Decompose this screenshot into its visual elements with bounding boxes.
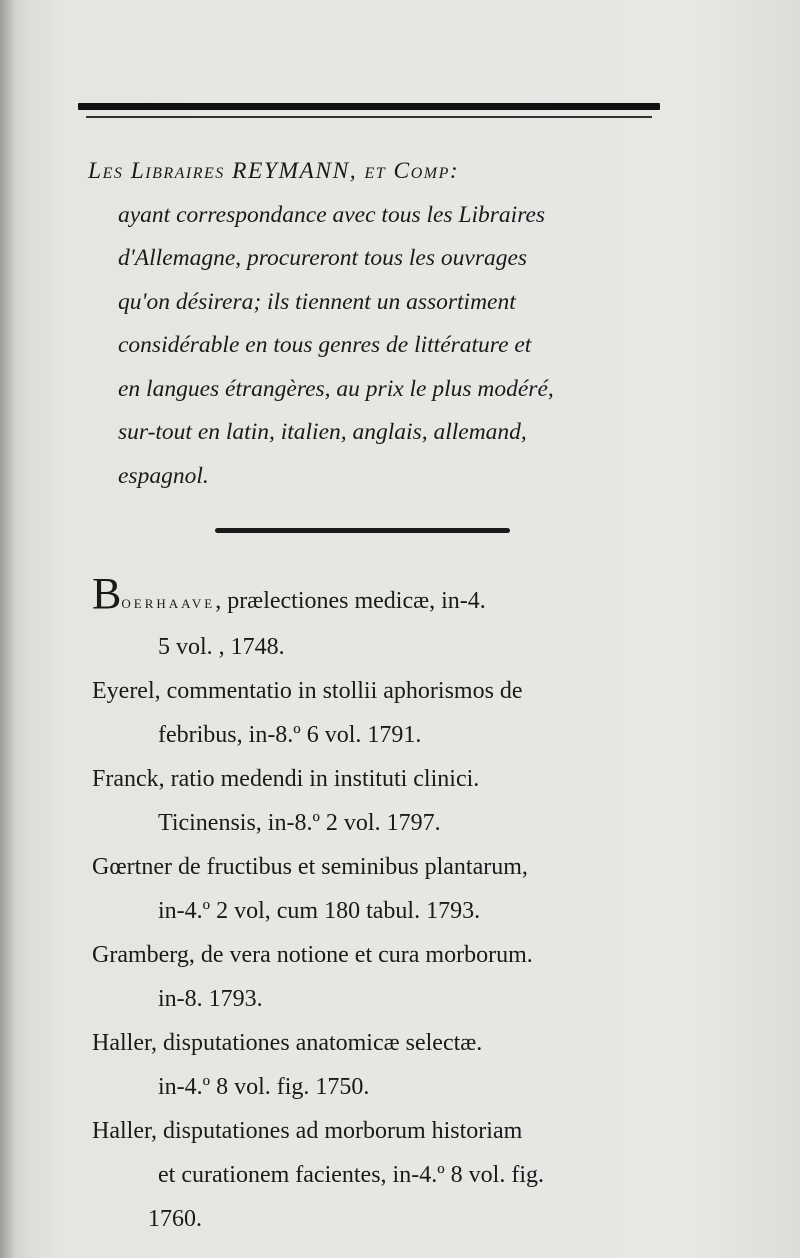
catalog-entry [92,1109,682,1241]
notice-line-8: espagnol. [118,462,209,489]
publisher-notice [88,150,678,498]
notice-line-5: considérable en tous genres de littérature et [118,332,532,358]
entry-title: Gœrtner de fructibus et seminibus plantarum, [92,854,528,880]
entry-details: 5 vol. , 1748. [158,634,285,660]
catalog-entry [92,1021,682,1109]
page-binding-edge [0,0,14,1258]
entry-details: febribus, in-8.º 6 vol. 1791. [158,722,422,748]
entry-title: Gramberg, de vera notione et cura morborum. [92,942,533,968]
catalog-entry [92,669,682,757]
book-catalog [92,569,682,1241]
catalog-entry [92,569,682,669]
entry-details: in-4.º 8 vol. fig. 1750. [158,1074,370,1100]
notice-line-1: Les Libraires REYMANN, et Comp: [88,158,460,184]
catalog-entry [92,757,682,845]
entry-title: , prælectiones medicæ, in-4. [215,588,486,614]
notice-line-3: d'Allemagne, procureront tous les ouvrages [118,245,528,271]
entry-year: 1760. [148,1206,202,1232]
entry-details: in-4.º 2 vol, cum 180 tabul. 1793. [158,898,481,924]
catalog-entry [92,845,682,933]
catalog-entry [92,933,682,1021]
entry-title: Haller, disputationes anatomicæ selectæ. [92,1030,483,1056]
notice-line-6: en langues étrangères, au prix le plus modéré, [118,375,554,402]
entry-title: Franck, ratio medendi in instituti clinici. [92,766,480,792]
entry-details: Ticinensis, in-8.º 2 vol. 1797. [158,810,441,836]
entry-title: Haller, disputationes ad morborum historiam [92,1118,523,1144]
notice-line-7: sur-tout en latin, italien, anglais, allemand, [118,419,527,445]
section-divider [215,528,510,533]
top-rule-thick [78,103,660,110]
entry-details: in-8. 1793. [158,986,263,1012]
top-rule-thin [86,116,652,118]
drop-cap: B [92,569,122,618]
entry-author: oerhaave [121,592,216,613]
notice-line-2: ayant correspondance avec tous les Libraires [118,201,546,228]
entry-details: et curationem facientes, in-4.º 8 vol. fig. [158,1162,544,1188]
notice-line-4: qu'on désirera; ils tiennent un assortiment [118,288,516,315]
entry-title: Eyerel, commentatio in stollii aphorismos de [92,678,523,704]
